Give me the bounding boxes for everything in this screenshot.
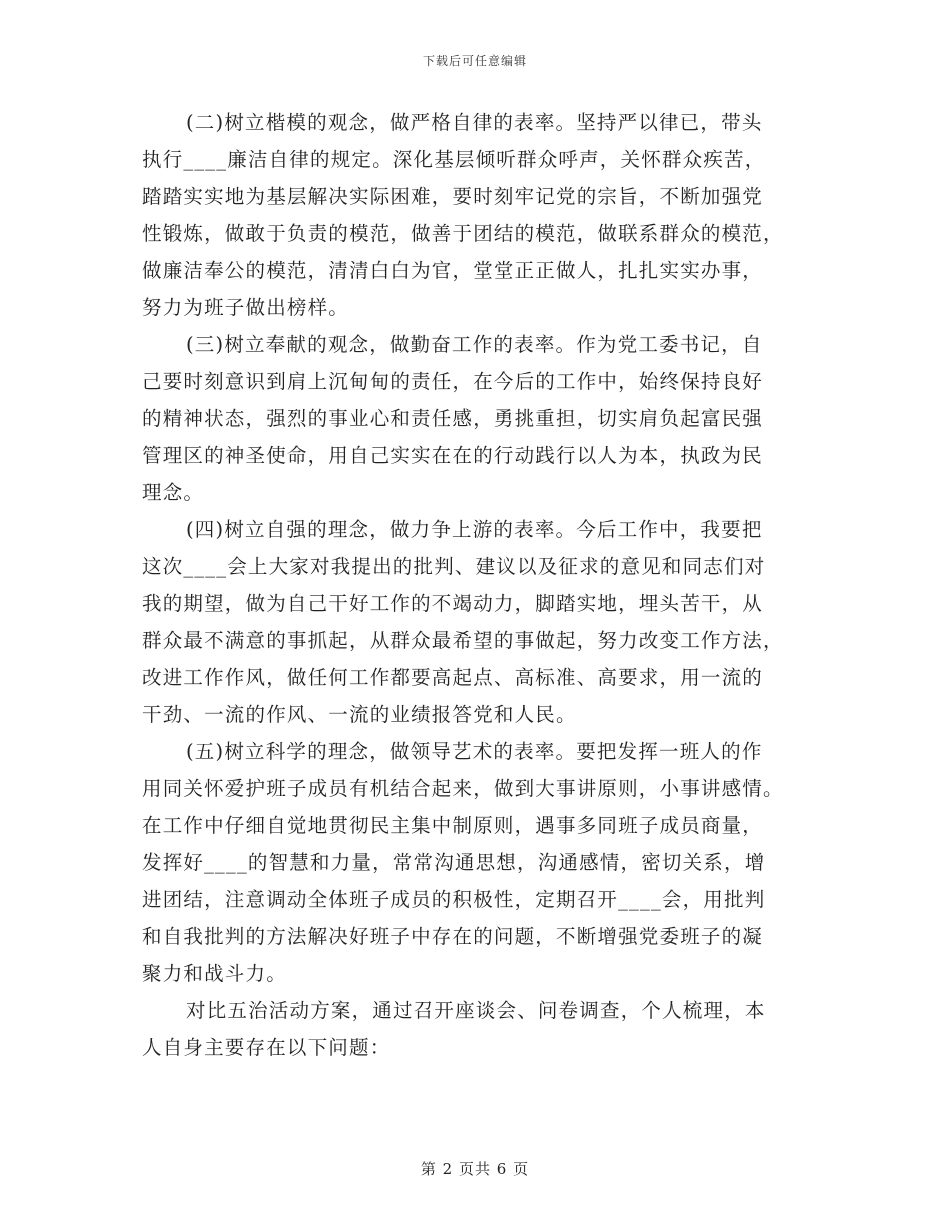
text-line: 发挥好____的智慧和力量，常常沟通思想，沟通感情，密切关系，增 bbox=[142, 851, 766, 874]
text-line: 的精神状态，强烈的事业心和责任感，勇挑重担，切实肩负起富民强 bbox=[142, 407, 764, 430]
paragraph-problems-intro bbox=[142, 992, 812, 1066]
text-line: 我的期望，做为自己干好工作的不竭动力，脚踏实地，埋头苦干，从 bbox=[142, 592, 764, 615]
text-line: 这次____会上大家对我提出的批判、建议以及征求的意见和同志们对 bbox=[142, 555, 766, 578]
text-line: 执行____廉洁自律的规定。深化基层倾听群众呼声，关怀群众疾苦， bbox=[142, 148, 766, 171]
text-line: 进团结，注意调动全体班子成员的积极性，定期召开____会，用批判 bbox=[142, 888, 766, 911]
text-line: (五)树立科学的理念，做领导艺术的表率。要把发挥一班人的作 bbox=[186, 740, 763, 763]
text-line: 管理区的神圣使命，用自己实实在在的行动践行以人为本，执政为民 bbox=[142, 444, 764, 467]
page-footer: 第 2 页共 6 页 bbox=[420, 1160, 530, 1178]
text-line: 做廉洁奉公的模范，清清白白为官，堂堂正正做人，扎扎实实办事， bbox=[142, 259, 764, 282]
paragraph-2 bbox=[142, 104, 812, 326]
paragraph-5 bbox=[142, 733, 812, 992]
text-line: 理念。 bbox=[142, 481, 205, 504]
page-header: 下载后可任意编辑 bbox=[422, 54, 527, 68]
text-line: 踏踏实实地为基层解决实际困难，要时刻牢记党的宗旨，不断加强党 bbox=[142, 185, 764, 208]
document-body bbox=[142, 104, 812, 1066]
text-line: 人自身主要存在以下问题： bbox=[142, 1036, 391, 1059]
text-line: 干劲、一流的作风、一流的业绩报答党和人民。 bbox=[142, 703, 577, 726]
text-line: 对比五治活动方案，通过召开座谈会、问卷调查，个人梳理，本 bbox=[186, 999, 766, 1022]
text-line: 群众最不满意的事抓起，从群众最希望的事做起，努力改变工作方法， bbox=[142, 629, 784, 652]
text-line: 努力为班子做出榜样。 bbox=[142, 296, 350, 319]
text-line: 聚力和战斗力。 bbox=[142, 962, 287, 985]
text-line: 改进工作作风，做任何工作都要高起点、高标准、高要求，用一流的 bbox=[142, 666, 764, 689]
text-line: 在工作中仔细自觉地贯彻民主集中制原则，遇事多同班子成员商量， bbox=[142, 814, 764, 837]
paragraph-4 bbox=[142, 511, 812, 733]
paragraph-3 bbox=[142, 326, 812, 511]
text-line: (三)树立奉献的观念，做勤奋工作的表率。作为党工委书记，自 bbox=[186, 333, 763, 356]
text-line: (二)树立楷模的观念，做严格自律的表率。坚持严以律已，带头 bbox=[186, 111, 763, 134]
text-line: 性锻炼，做敢于负责的模范，做善于团结的模范，做联系群众的模范， bbox=[142, 222, 784, 245]
text-line: 用同关怀爱护班子成员有机结合起来，做到大事讲原则，小事讲感情。 bbox=[142, 777, 784, 800]
text-line: 和自我批判的方法解决好班子中存在的问题，不断增强党委班子的凝 bbox=[142, 925, 764, 948]
text-line: (四)树立自强的理念，做力争上游的表率。今后工作中，我要把 bbox=[186, 518, 763, 541]
text-line: 己要时刻意识到肩上沉甸甸的责任，在今后的工作中，始终保持良好 bbox=[142, 370, 764, 393]
